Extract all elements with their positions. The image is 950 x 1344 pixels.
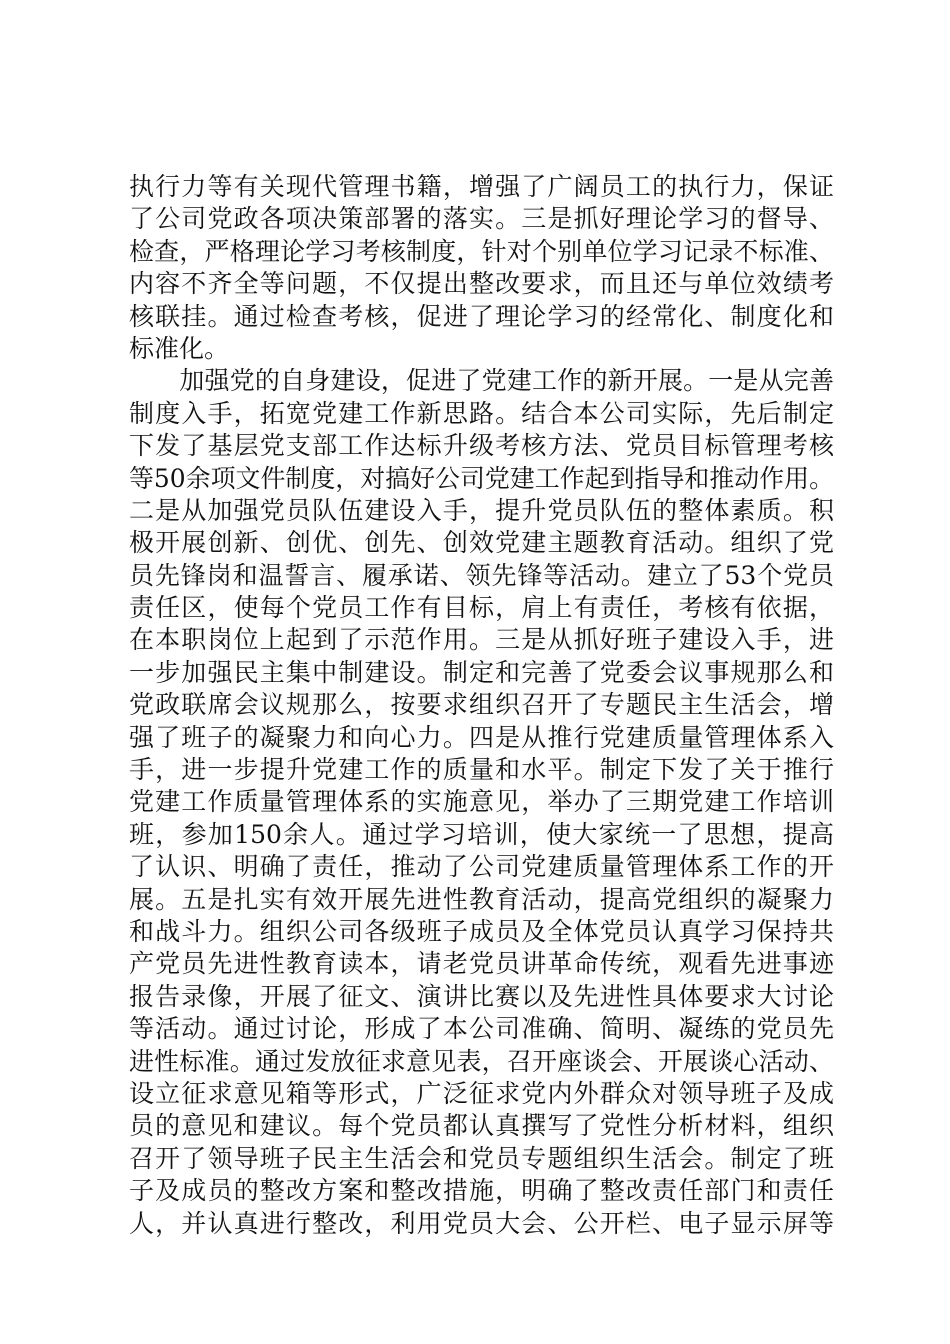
text-line: 加强党的自身建设，促进了党建工作的新开展。一是从完善 [129,366,834,396]
text-line: 党建工作质量管理体系的实施意见，举办了三期党建工作培训 [129,787,834,817]
text-line: 产党员先进性教育读本，请老党员讲革命传统，观看先进事迹 [129,949,834,979]
text-line: 二是从加强党员队伍建设入手，提升党员队伍的整体素质。积 [129,495,834,525]
text-line: 执行力等有关现代管理书籍，增强了广阔员工的执行力，保证 [129,172,834,201]
text-line: 展。五是扎实有效开展先进性教育活动，提高党组织的凝聚力 [129,884,834,914]
text-line: 了公司党政各项决策部署的落实。三是抓好理论学习的督导、 [129,204,834,234]
text-line: 班，参加150余人。通过学习培训，使大家统一了思想，提高 [129,819,834,849]
text-line: 下发了基层党支部工作达标升级考核方法、党员目标管理考核 [129,431,834,461]
text-line: 检查，严格理论学习考核制度，针对个别单位学习记录不标准、 [129,236,834,266]
text-line: 标准化。 [129,333,230,363]
text-line: 等50余项文件制度，对搞好公司党建工作起到指导和推动作用。 [129,463,834,493]
text-line: 员的意见和建议。每个党员都认真撰写了党性分析材料，组织 [129,1111,834,1141]
text-line: 员先锋岗和温誓言、履承诺、领先锋等活动。建立了53个党员 [129,560,834,590]
text-line: 极开展创新、创优、创先、创效党建主题教育活动。组织了党 [129,528,834,558]
text-line: 等活动。通过讨论，形成了本公司准确、简明、凝练的党员先 [129,1014,834,1044]
paragraph-theory-study [129,171,834,365]
text-line: 了认识、明确了责任，推动了公司党建质量管理体系工作的开 [129,852,834,882]
text-line: 召开了领导班子民主生活会和党员专题组织生活会。制定了班 [129,1143,834,1173]
document-body [129,171,834,1240]
text-line: 核联挂。通过检查考核，促进了理论学习的经常化、制度化和 [129,301,834,331]
text-line: 子及成员的整改方案和整改措施，明确了整改责任部门和责任 [129,1176,834,1206]
text-line: 手，进一步提升党建工作的质量和水平。制定下发了关于推行 [129,755,834,785]
text-line: 制度入手，拓宽党建工作新思路。结合本公司实际，先后制定 [129,398,834,428]
text-line: 和战斗力。组织公司各级班子成员及全体党员认真学习保持共 [129,916,834,946]
text-line: 人，并认真进行整改，利用党员大会、公开栏、电子显示屏等 [129,1208,834,1238]
text-line: 强了班子的凝聚力和向心力。四是从推行党建质量管理体系入 [129,722,834,752]
text-line: 设立征求意见箱等形式，广泛征求党内外群众对领导班子及成 [129,1078,834,1108]
text-line: 进性标准。通过发放征求意见表，召开座谈会、开展谈心活动、 [129,1046,834,1076]
text-line: 党政联席会议规那么，按要求组织召开了专题民主生活会，增 [129,690,834,720]
text-line: 报告录像，开展了征文、演讲比赛以及先进性具体要求大讨论 [129,981,834,1011]
text-line: 在本职岗位上起到了示范作用。三是从抓好班子建设入手，进 [129,625,834,655]
text-line: 内容不齐全等问题，不仅提出整改要求，而且还与单位效绩考 [129,269,834,299]
text-line: 一步加强民主集中制建设。制定和完善了党委会议事规那么和 [129,657,834,687]
text-line: 责任区，使每个党员工作有目标，肩上有责任，考核有依据， [129,593,834,623]
paragraph-party-building [129,365,834,1240]
